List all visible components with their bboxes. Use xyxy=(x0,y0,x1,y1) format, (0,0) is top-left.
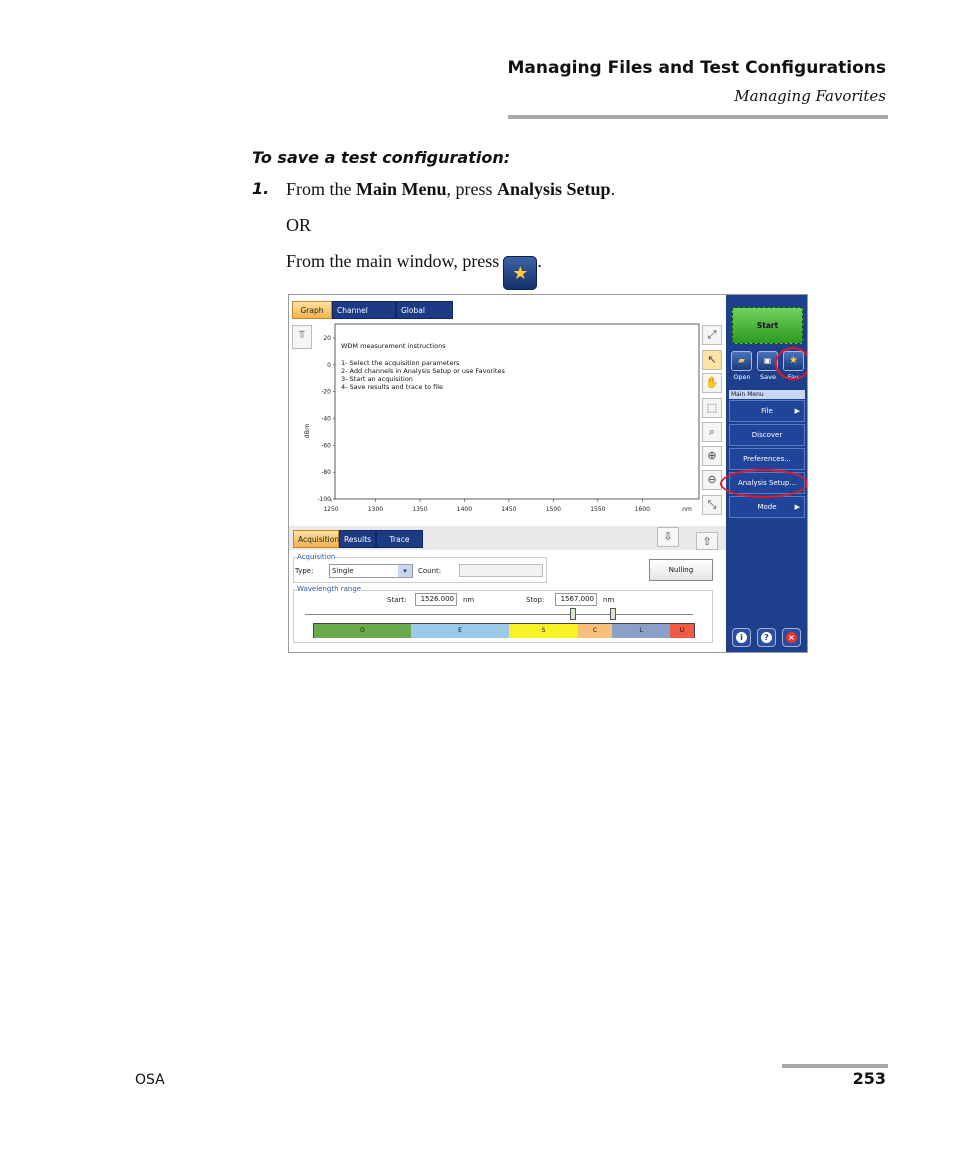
x-tick-label: 1350 xyxy=(412,506,428,513)
band-e: E xyxy=(411,624,509,638)
step-text: From the Main Menu, press Analysis Setup. xyxy=(286,179,616,199)
acquisition-group-label: Acquisition xyxy=(297,553,336,561)
or-text: OR xyxy=(286,215,312,235)
marker-tool-icon[interactable]: ⫪ xyxy=(292,325,312,349)
x-tick-label: 1550 xyxy=(590,506,606,513)
instruction-1: 1- Select the acquisition parameters xyxy=(341,359,460,367)
start-wavelength-input[interactable]: 1526.000 xyxy=(415,593,457,606)
zoom-icon[interactable]: ⌕ xyxy=(702,422,722,442)
footer-rule xyxy=(782,1064,888,1068)
tab-channel-results[interactable]: Channel xyxy=(332,301,396,319)
menu-discover[interactable]: Discover xyxy=(729,424,805,446)
chapter-title: Managing Files and Test Configurations xyxy=(507,58,886,78)
start-unit: nm xyxy=(463,596,475,604)
footer-product: OSA xyxy=(135,1072,165,1088)
pointer-icon[interactable]: ↖ xyxy=(702,350,722,370)
start-button[interactable]: Start xyxy=(732,307,803,344)
spectrum-graph xyxy=(299,321,701,521)
band-s: S xyxy=(509,624,578,638)
x-tick-label: 1250 xyxy=(323,506,339,513)
fav-label: Fav. xyxy=(787,373,801,381)
x-tick-label: 1600 xyxy=(634,506,650,513)
plot-area xyxy=(335,324,699,499)
pan-hand-icon[interactable]: ✋ xyxy=(702,373,722,393)
band-l: L xyxy=(612,624,670,638)
tab-results[interactable]: Results xyxy=(339,530,376,548)
tab-global-results[interactable]: Global xyxy=(396,301,453,319)
tab-graph[interactable]: Graph xyxy=(292,301,332,319)
stop-slider-handle[interactable] xyxy=(610,608,616,620)
instruction-2: 2- Add channels in Analysis Setup or use Favorites xyxy=(341,367,505,375)
band-o: O xyxy=(314,624,411,638)
section-title: Managing Favorites xyxy=(734,87,886,105)
favorites-star-button[interactable]: ★ xyxy=(783,351,804,371)
exit-icon[interactable]: × xyxy=(782,628,801,647)
wavelength-group-label: Wavelength range xyxy=(297,585,362,593)
y-tick-label: -80 xyxy=(321,469,331,477)
stop-wavelength-input[interactable]: 1567.000 xyxy=(555,593,597,606)
header-rule xyxy=(508,115,888,119)
favorites-star-icon: ★ xyxy=(503,256,537,290)
band-c: C xyxy=(578,624,612,638)
x-tick-label: 1400 xyxy=(456,506,473,513)
procedure-heading: To save a test configuration: xyxy=(252,148,511,167)
page-number: 253 xyxy=(852,1069,886,1088)
y-tick-label: -100 xyxy=(317,496,331,503)
start-slider-handle[interactable] xyxy=(570,608,576,620)
instruction-3: 3- Start an acquisition xyxy=(341,375,413,383)
y-tick-label: -40 xyxy=(321,415,331,423)
range-slider-track[interactable] xyxy=(305,614,693,615)
collapse-down-icon[interactable]: ⇩ xyxy=(657,527,679,547)
stop-unit: nm xyxy=(603,596,615,604)
type-select[interactable]: Single ▾ xyxy=(329,564,413,578)
info-icon[interactable]: i xyxy=(732,628,751,647)
submenu-arrow-icon: ▶ xyxy=(794,407,800,415)
menu-analysis-setup[interactable]: Analysis Setup... xyxy=(729,472,805,494)
x-axis-unit: nm xyxy=(682,506,692,513)
count-field[interactable] xyxy=(459,564,543,577)
instructions-title: WDM measurement instructions xyxy=(341,342,446,350)
open-label: Open xyxy=(733,373,751,381)
menu-mode[interactable]: Mode ▶ xyxy=(729,496,805,518)
y-tick-label: -20 xyxy=(321,388,331,396)
y-tick-label: 20 xyxy=(323,335,331,342)
submenu-arrow-icon: ▶ xyxy=(794,503,800,511)
type-label: Type: xyxy=(295,567,314,575)
y-axis-label: dBm xyxy=(303,423,311,439)
instruction-4: 4- Save results and trace to file xyxy=(341,383,444,391)
band-bar xyxy=(313,623,695,638)
zoom-in-icon[interactable]: ⊕ xyxy=(702,446,722,466)
full-view-icon[interactable]: ⤡ xyxy=(702,495,722,515)
zoom-out-icon[interactable]: ⊖ xyxy=(702,470,722,490)
save-disk-icon[interactable]: ▣ xyxy=(757,351,778,371)
highlight-circle-analysis-setup xyxy=(720,469,808,498)
x-tick-label: 1500 xyxy=(545,506,562,513)
expand-up-icon[interactable]: ⇧ xyxy=(696,532,718,550)
main-menu-header: Main Menu xyxy=(729,390,805,399)
osa-screenshot xyxy=(288,294,808,653)
step-number: 1. xyxy=(252,179,270,198)
band-u: U xyxy=(670,624,694,638)
y-tick-label: -60 xyxy=(321,442,331,450)
menu-preferences[interactable]: Preferences... xyxy=(729,448,805,470)
open-folder-icon[interactable]: ▰ xyxy=(731,351,752,371)
y-tick-label: 0 xyxy=(327,361,331,369)
count-label: Count: xyxy=(418,567,442,575)
x-tick-label: 1300 xyxy=(367,506,384,513)
stop-label: Stop: xyxy=(526,596,545,604)
alt-step-text: From the main window, press★. xyxy=(286,251,542,290)
tab-acquisition[interactable]: Acquisition xyxy=(293,530,339,548)
tab-trace-info[interactable]: Trace Info. xyxy=(376,530,423,548)
zoom-area-icon[interactable]: ⬚ xyxy=(702,398,722,418)
help-icon[interactable]: ? xyxy=(757,628,776,647)
menu-file[interactable]: File ▶ xyxy=(729,400,805,422)
highlight-circle-fav xyxy=(775,347,808,380)
chevron-down-icon: ▾ xyxy=(398,565,412,577)
start-label: Start: xyxy=(387,596,407,604)
save-label: Save xyxy=(760,373,776,381)
nulling-button[interactable]: Nulling xyxy=(649,559,713,581)
x-tick-label: 1450 xyxy=(501,506,517,513)
autoscale-icon[interactable]: ⤢ xyxy=(702,325,722,345)
